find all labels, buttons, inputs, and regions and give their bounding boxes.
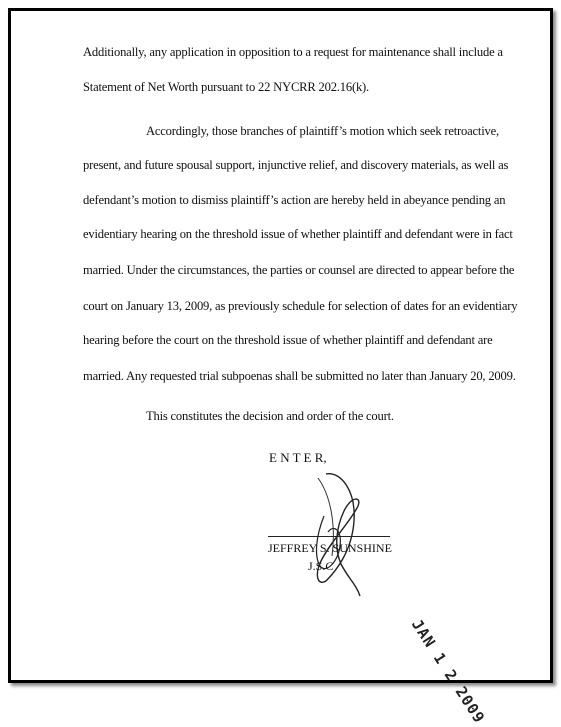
paragraph-2-line-3: defendant’s motion to dismiss plaintiff’s action are hereby held in abeyance pending an — [83, 193, 506, 207]
paragraph-2-line-1: Accordingly, those branches of plaintiff’s motion which seek retroactive, — [146, 124, 499, 138]
document-frame — [8, 8, 553, 727]
paragraph-2-line-2: present, and future spousal support, injunctive relief, and discovery materials, as well as — [83, 158, 509, 172]
judge-title: J.S.C — [308, 559, 334, 573]
paragraph-2-line-8: married. Any requested trial subpoenas shall be submitted no later than January 20, 2009. — [83, 369, 516, 383]
judge-name: JEFFREY S. SUNSHINE — [268, 541, 392, 555]
paragraph-1-line-2: Statement of Net Worth pursuant to 22 NYCRR 202.16(k). — [83, 80, 369, 94]
paragraph-2-line-5: married. Under the circumstances, the parties or counsel are directed to appear before the — [83, 263, 515, 277]
paragraph-2-line-4: evidentiary hearing on the threshold issue of whether plaintiff and defendant were in fact — [83, 227, 513, 241]
closing-statement: This constitutes the decision and order of the court. — [146, 409, 394, 423]
paragraph-2-line-6: court on January 13, 2009, as previously schedule for selection of dates for an evidentiary — [83, 299, 518, 313]
enter-label: E N T E R, — [269, 450, 327, 465]
date-stamp: JAN 1 2 2009 — [407, 616, 489, 727]
signature-line — [268, 536, 390, 537]
document-page — [11, 11, 550, 727]
paragraph-1-line-1: Additionally, any application in opposition to a request for maintenance shall include a — [83, 45, 503, 59]
paragraph-2-line-7: hearing before the court on the threshold issue of whether plaintiff and defendant are — [83, 333, 493, 347]
